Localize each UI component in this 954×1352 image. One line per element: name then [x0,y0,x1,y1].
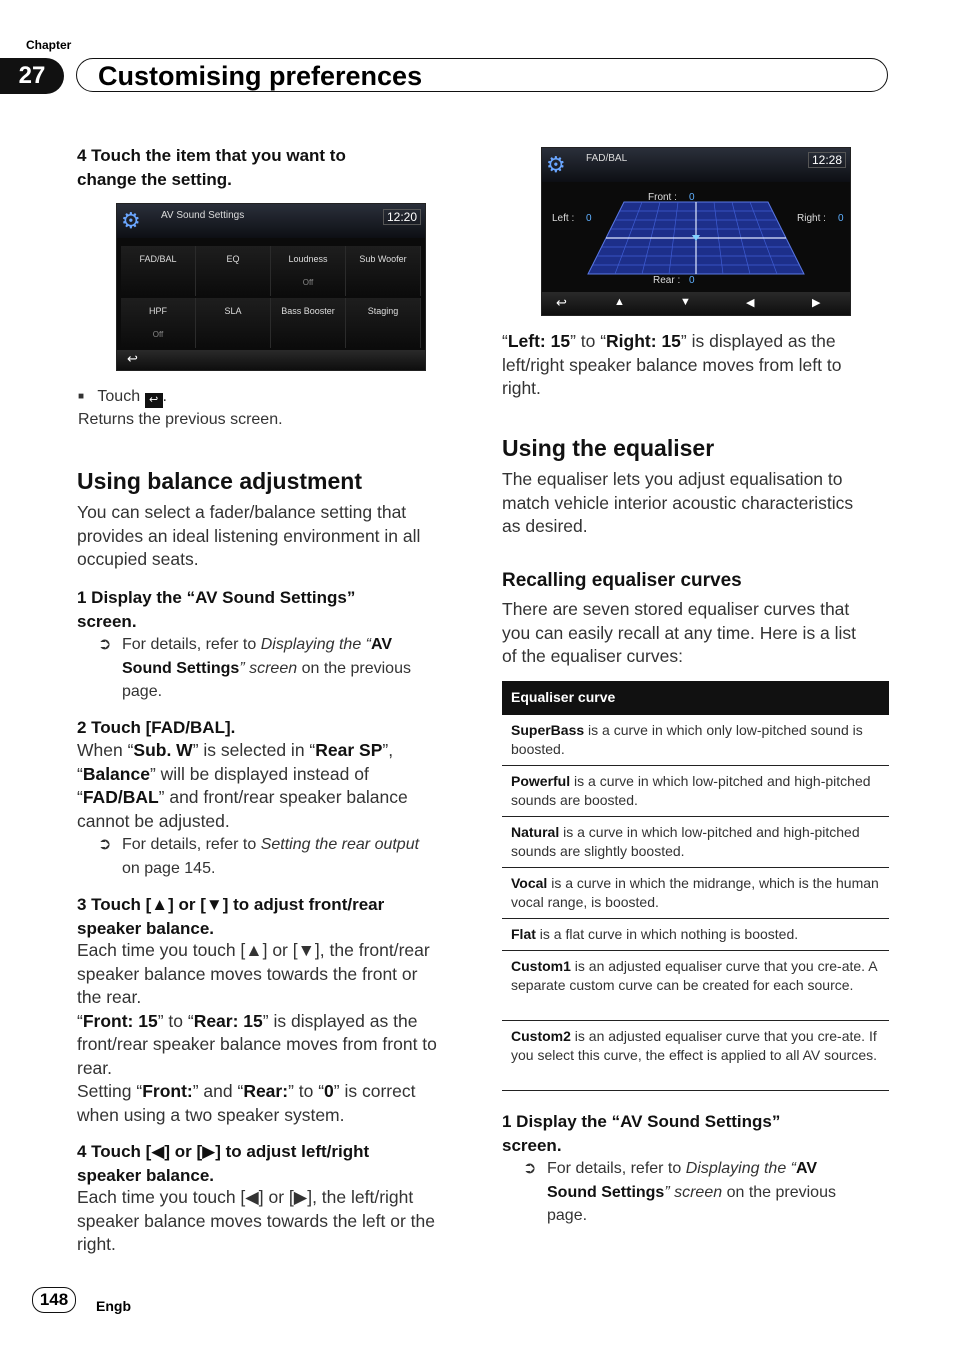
recall-intro: There are seven stored equaliser curves that you can easily recall at any time. Here is a list of the equaliser curves: [502,599,857,666]
back-icon: ↩ [145,393,163,408]
arrow-icon: ➲ [98,636,112,653]
table-header: Equaliser curve [502,681,889,715]
page-number: 148 [32,1287,76,1313]
language-code: Engb [96,1298,131,1314]
equaliser-note-1: ➲ For details, refer to Displaying the “AV Sound Settings” screen on the previous page. [547,1157,877,1228]
balance-step-2-text: When “Sub. W” is selected in “Rear SP”, “Balance” will be displayed instead of “FAD/BAL” and front/rear speaker balance cannot be adjusted. [77,740,408,831]
screen-bottom-bar [117,350,425,370]
chapter-title: Customising preferences [98,61,423,91]
table-row: Custom1 is an adjusted equaliser curve that you cre-ate. A separate custom curve can be created for each source. [502,951,889,1021]
returns-text: Returns the previous screen. [78,411,283,428]
touch-bullet: ■ Touch ↩ . [78,388,167,406]
screen-clock: 12:20 [383,209,421,225]
table-row: Custom2 is an adjusted equaliser curve that you cre-ate. If you select this curve, the effect is applied to all AV sources. [502,1021,889,1091]
screen-bottom-bar [542,292,850,315]
balance-step-4-text: Each time you touch [◀] or [▶], the left/right speaker balance moves towards the left or the right. [77,1187,435,1254]
equaliser-intro: The equaliser lets you adjust equalisation to match vehicle interior acoustic characteristics as desired. [502,469,854,536]
equaliser-table [502,681,889,1091]
arrow-icon: ➲ [523,1160,537,1177]
equaliser-step-1: 1 Display the “AV Sound Settings” screen. [502,1112,781,1155]
balance-step-1: 1 Display the “AV Sound Settings” screen. [77,588,356,631]
tile-fad-bal[interactable]: FAD/BAL [121,246,196,296]
bullet-square-icon: ■ [78,391,85,402]
table-row: Flat is a flat curve in which nothing is boosted. [502,919,889,951]
balance-step-4: 4 Touch [◀] or [▶] to adjust left/right speaker balance. [77,1142,370,1185]
balance-step-3-text: Each time you touch [▲] or [▼], the front/rear speaker balance moves towards the front or the rear. “Front: 15” to “Rear: 15” is displayed as the front/rear speaker balance moves from front to rear. Setting “Front:” and “Rear:” to “0” is correct when using a two speaker system. [77,940,437,1125]
balance-note-2: ➲ For details, refer to Setting the rear output on page 145. [122,833,452,880]
arrow-icon: ➲ [98,836,112,853]
tile-sla[interactable]: SLA [196,298,271,348]
balance-step-2: 2 Touch [FAD/BAL]. [77,718,236,737]
tile-staging[interactable]: Staging [346,298,421,348]
gear-icon: ⚙ [546,152,566,177]
balance-grid[interactable] [542,182,850,292]
table-row: Powerful is a curve in which low-pitched and high-pitched sounds are boosted. [502,766,889,817]
right-label: Right : [797,213,826,224]
left-right-text: “Left: 15” to “Right: 15” is displayed as the left/right speaker balance moves from left to right. [502,331,842,398]
left-arrow-icon[interactable]: ◀ [746,297,755,309]
balance-intro: You can select a fader/balance setting that provides an ideal listening environment in all occupied seats. [77,502,421,569]
balance-step-3: 3 Touch [▲] or [▼] to adjust front/rear speaker balance. [77,895,385,938]
balance-heading: Using balance adjustment [77,468,363,494]
step-4-heading: 4 Touch the item that you want to change the setting. [77,146,346,189]
right-value: 0 [838,213,844,224]
tile-bass-booster[interactable]: Bass Booster [271,298,346,348]
left-label: Left : [552,213,575,224]
recall-heading: Recalling equaliser curves [502,570,742,591]
screen-clock: 12:28 [808,152,846,168]
screen-title: AV Sound Settings [161,210,245,221]
down-arrow-icon[interactable]: ▼ [680,296,691,308]
left-value: 0 [586,213,592,224]
tile-sub-woofer[interactable]: Sub Woofer [346,246,421,296]
tile-eq[interactable]: EQ [196,246,271,296]
front-label: Front : [648,192,677,203]
table-row: Natural is a curve in which low-pitched and high-pitched sounds are slightly boosted. [502,817,889,868]
table-row: Vocal is a curve in which the midrange, which is the human vocal range, is boosted. [502,868,889,919]
rear-label: Rear : [653,275,681,286]
back-icon[interactable]: ↩ [556,295,567,310]
front-value: 0 [689,192,695,203]
balance-note-1: ➲ For details, refer to Displaying the “AV Sound Settings” screen on the previous page. [122,633,452,704]
table-row: SuperBass is a curve in which only low-pitched sound is boosted. [502,715,889,766]
tile-hpf[interactable]: HPF Off [121,298,196,348]
gear-icon: ⚙ [121,208,141,233]
chapter-label: Chapter [26,38,72,52]
chapter-number: 27 [0,58,64,94]
av-sound-settings-screenshot [116,203,426,371]
up-arrow-icon[interactable]: ▲ [614,296,625,308]
back-icon[interactable]: ↩ [127,351,138,366]
equaliser-heading: Using the equaliser [502,435,715,461]
fad-bal-screenshot [541,147,851,316]
right-arrow-icon[interactable]: ▶ [812,297,821,309]
rear-value: 0 [689,275,695,286]
screen-title: FAD/BAL [586,153,628,164]
tile-loudness[interactable]: Loudness Off [271,246,346,296]
